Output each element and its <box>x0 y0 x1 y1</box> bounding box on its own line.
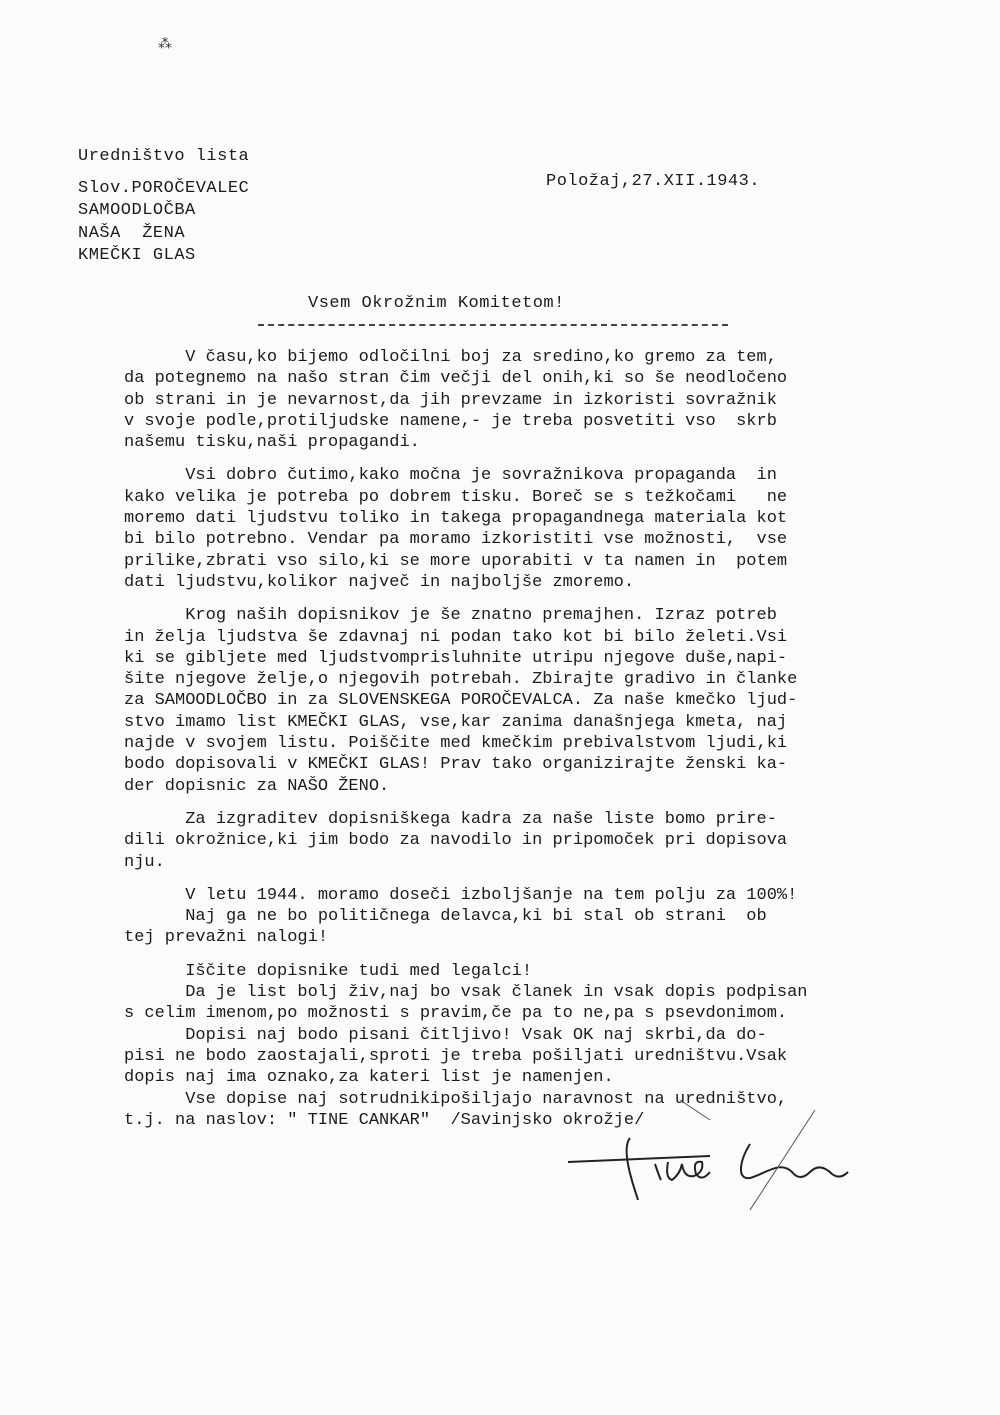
body-line: der dopisnic za NAŠO ŽENO. <box>124 776 390 796</box>
letter-date: Položaj,27.XII.1943. <box>546 172 761 191</box>
letter-body <box>124 347 964 1131</box>
body-line: dopis naj ima oznako,za kateri list je namenjen. <box>124 1068 614 1088</box>
body-line: Iščite dopisnike tudi med legalci! <box>124 961 533 981</box>
body-line: šite njegove želje,o njegovih potrebah. Zbirajte gradivo in članke <box>124 670 798 690</box>
body-line: Dopisi naj bodo pisani čitljivo! Vsak OK naj skrbi,da do- <box>124 1025 767 1045</box>
body-line: Za izgraditev dopisniškega kadra za naše liste bomo prire- <box>124 809 777 829</box>
body-line: Vsi dobro čutimo,kako močna je sovražnikova propaganda in <box>124 466 777 486</box>
body-line: Da je list bolj živ,naj bo vsak članek in vsak dopis podpisan <box>124 983 808 1003</box>
body-line: bi bilo potrebno. Vendar pa moramo izkoristiti vse možnosti, vse <box>124 530 788 550</box>
body-line: v svoje podle,protiljudske namene,- je treba posvetiti vso skrb <box>124 411 777 431</box>
body-line: V letu 1944. moramo doseči izboljšanje na tem polju za 100%! <box>124 885 798 905</box>
body-line: našemu tisku,naši propagandi. <box>124 433 420 453</box>
body-line: moremo dati ljudstvu toliko in takega propagandnega materiala kot <box>124 509 788 529</box>
salutation-underline <box>258 324 728 326</box>
body-line: Naj ga ne bo političnega delavca,ki bi stal ob strani ob <box>124 907 767 927</box>
sender-block <box>78 146 249 268</box>
body-line: s celim imenom,po možnosti s pravim,če pa to ne,pa s psevdonimom. <box>124 1004 788 1024</box>
salutation: Vsem Okrožnim Komitetom! <box>308 294 565 313</box>
body-line: za SAMOODLOČBO in za SLOVENSKEGA POROČEVALCA. Za naše kmečko ljud- <box>124 691 798 711</box>
body-line: kako velika je potreba po dobrem tisku. Boreč se s težkočami ne <box>124 487 788 507</box>
signature <box>560 1100 860 1210</box>
body-line: ki se gibljete med ljudstvomprisluhnite utripu njegove duše,napi- <box>124 648 788 668</box>
publication-name: KMEČKI GLAS <box>78 246 196 265</box>
body-line: stvo imamo list KMEČKI GLAS, vse,kar zanima današnjega kmeta, naj <box>124 712 788 732</box>
body-line: nju. <box>124 852 165 872</box>
body-line: pisi ne bodo zaostajali,sproti je treba pošiljati uredništvu.Vsak <box>124 1046 788 1066</box>
body-line: t.j. na naslov: " TINE CANKAR" /Savinjsko okrožje/ <box>124 1110 645 1130</box>
publication-name: SAMOODLOČBA <box>78 201 196 220</box>
publication-name: Slov.POROČEVALEC <box>78 178 250 198</box>
body-line: Krog naših dopisnikov je še znatno premajhen. Izraz potreb <box>124 606 777 626</box>
body-line: ob strani in je nevarnost,da jih prevzame in izkoristi sovražnik <box>124 390 777 410</box>
publication-name: NAŠA ŽENA <box>78 223 186 243</box>
body-line: tej prevažni nalogi! <box>124 928 329 948</box>
body-line: dati ljudstvu,kolikor največ in najboljše zmoremo. <box>124 572 635 592</box>
sender-title: Uredništvo lista <box>78 147 250 166</box>
body-line: bodo dopisovali v KMEČKI GLAS! Prav tako organizirajte ženski ka- <box>124 755 788 775</box>
body-line: V času,ko bijemo odločilni boj za sredino,ko gremo za tem, <box>124 348 777 367</box>
body-line: Vse dopise naj sotrudnikipošiljajo naravnost na uredništvo, <box>124 1089 788 1109</box>
body-line: prilike,zbrati vso silo,ki se more uporabiti v ta namen in potem <box>124 551 788 571</box>
body-line: dili okrožnice,ki jim bodo za navodilo in pripomoček pri dopisova <box>124 831 788 851</box>
body-line: in želja ljudstva še zdavnaj ni podan tako kot bi bilo želeti.Vsi <box>124 627 788 647</box>
body-line: da potegnemo na našo stran čim večji del onih,ki so še neodločeno <box>124 369 788 389</box>
body-line: najde v svojem listu. Poiščite med kmečkim prebivalstvom ljudi,ki <box>124 734 788 754</box>
paper-mark: ⁂ <box>158 37 172 53</box>
